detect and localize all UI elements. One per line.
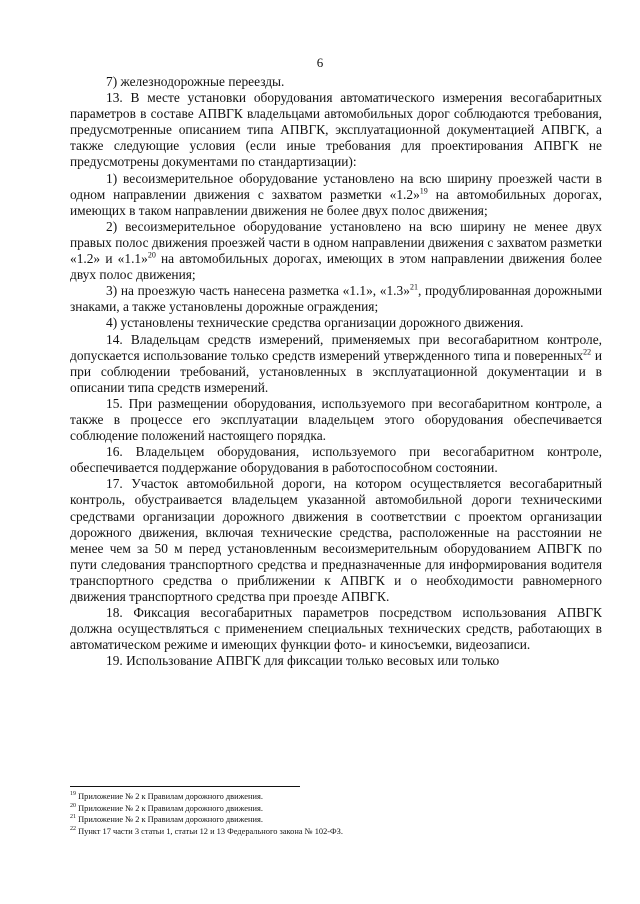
body-text [70,74,602,669]
footnote-22 [70,826,602,838]
paragraph-text: 16. Владельцем оборудования, используемого при весогабаритном контроле, обеспечивается поддержание оборудования в работоспособном состоянии. [70,444,602,476]
paragraph-text: 3) на проезжую часть нанесена разметка «1.1», «1.3» [106,283,410,299]
paragraph-text: 17. Участок автомобильной дороги, на котором осуществляется весогабаритный контроль, обустраивается владельцем указанной автомобильной дороги техническими средствами организации дорожного движения в соответствии с проектом организации дорожного движения, включая технические средства, расположенные на расстоянии не менее чем за 50 м перед установленным весоизмерительным оборудованием АПВГК по пути следования транспортного средства и предназначенные для информирования водителя транспортного средства о приближении к АПВГК и о необходимости равномерного движения транспортного средства при проезде АПВГК. [70,476,602,604]
footnote-number: 20 [70,802,76,809]
footnote-text: Приложение № 2 к Правилам дорожного движения. [78,803,263,813]
footnote-19 [70,791,602,803]
paragraph-p13-2 [70,219,602,283]
footnotes [70,791,602,837]
paragraph-text: на автомобильных дорогах, имеющих в таком направлении движения не более двух полос движения; [70,186,603,218]
paragraph-text: 7) железнодорожные переезды. [106,74,285,89]
footnote-reference[interactable]: 20 [147,250,156,260]
paragraph-p15 [70,396,602,444]
footnote-21 [70,814,602,826]
paragraph-text: 1) весоизмерительное оборудование установлено на всю ширину проезжей части в одном направлении движения с захватом разметки «1.2» [70,170,602,202]
paragraph-p17 [70,476,602,605]
paragraph-text: , продублированная дорожными знаками, а также установлены дорожные ограждения; [70,283,602,315]
paragraph-p13 [70,90,602,170]
paragraph-text: 18. Фиксация весогабаритных параметров посредством использования АПВГК должна осуществляться с применением специальных технических средств, работающих в автоматическом режиме и имеющих функции фото- и киносъемки, видеозаписи. [70,605,602,653]
paragraph-p7 [70,74,602,90]
footnote-number: 19 [70,791,76,798]
footnote-text: Приложение № 2 к Правилам дорожного движения. [78,792,263,801]
paragraph-p16 [70,444,602,476]
paragraph-p18 [70,605,602,653]
footnote-number: 21 [70,814,76,821]
footnote-20 [70,803,602,815]
paragraph-text: 2) весоизмерительное оборудование установлено на всю ширину не менее двух правых полос движения проезжей части в одном направлении движения с захватом разметки «1.2» и «1.1» [70,218,602,267]
footnote-reference[interactable]: 19 [419,186,428,196]
footnote-divider [70,786,300,787]
paragraph-text: 14. Владельцам средств измерений, применяемых при весогабаритном контроле, допускается использование только средств измерений утвержденного типа и поверенных [70,331,602,363]
paragraph-text: 19. Использование АПВГК для фиксации только весовых или только [106,653,500,669]
paragraph-text: на автомобильных дорогах, имеющих в этом направлении движения более двух полос движения; [70,251,602,283]
footnote-reference[interactable]: 21 [409,282,418,292]
paragraph-p13-1 [70,171,602,219]
footnote-text: Приложение № 2 к Правилам дорожного движения. [78,815,263,825]
paragraph-p19 [70,653,602,669]
paragraph-text: 15. При размещении оборудования, используемого при весогабаритном контроле, а также в процессе его эксплуатации владельцем этого оборудования обеспечивается соблюдение положений настоящего порядка. [70,395,602,444]
paragraph-p14 [70,332,602,396]
paragraph-text: 13. В месте установки оборудования автоматического измерения весогабаритных параметров в составе АПВГК владельцами автомобильных дорог соблюдаются требования, предусмотренные описанием типа АПВГК, эксплуатационной документацией АПВГК, а также следующие условия (если иные требования для проектирования АПВГК не предусмотрены документами по стандартизации): [70,90,602,170]
paragraph-p13-4 [70,315,602,331]
footnote-reference[interactable]: 22 [583,347,592,357]
paragraph-p13-3 [70,283,602,315]
paragraph-text: и при соблюдении требований, установленных в эксплуатационной документации и в описании типа средств измерений. [70,347,602,395]
footnote-text: Пункт 17 части 3 статьи 1, статьи 12 и 13 Федерального закона № 102-ФЗ. [78,826,343,836]
page-number: 6 [316,55,324,70]
paragraph-text: 4) установлены технические средства организации дорожного движения. [106,315,524,331]
footnote-number: 22 [70,825,76,832]
